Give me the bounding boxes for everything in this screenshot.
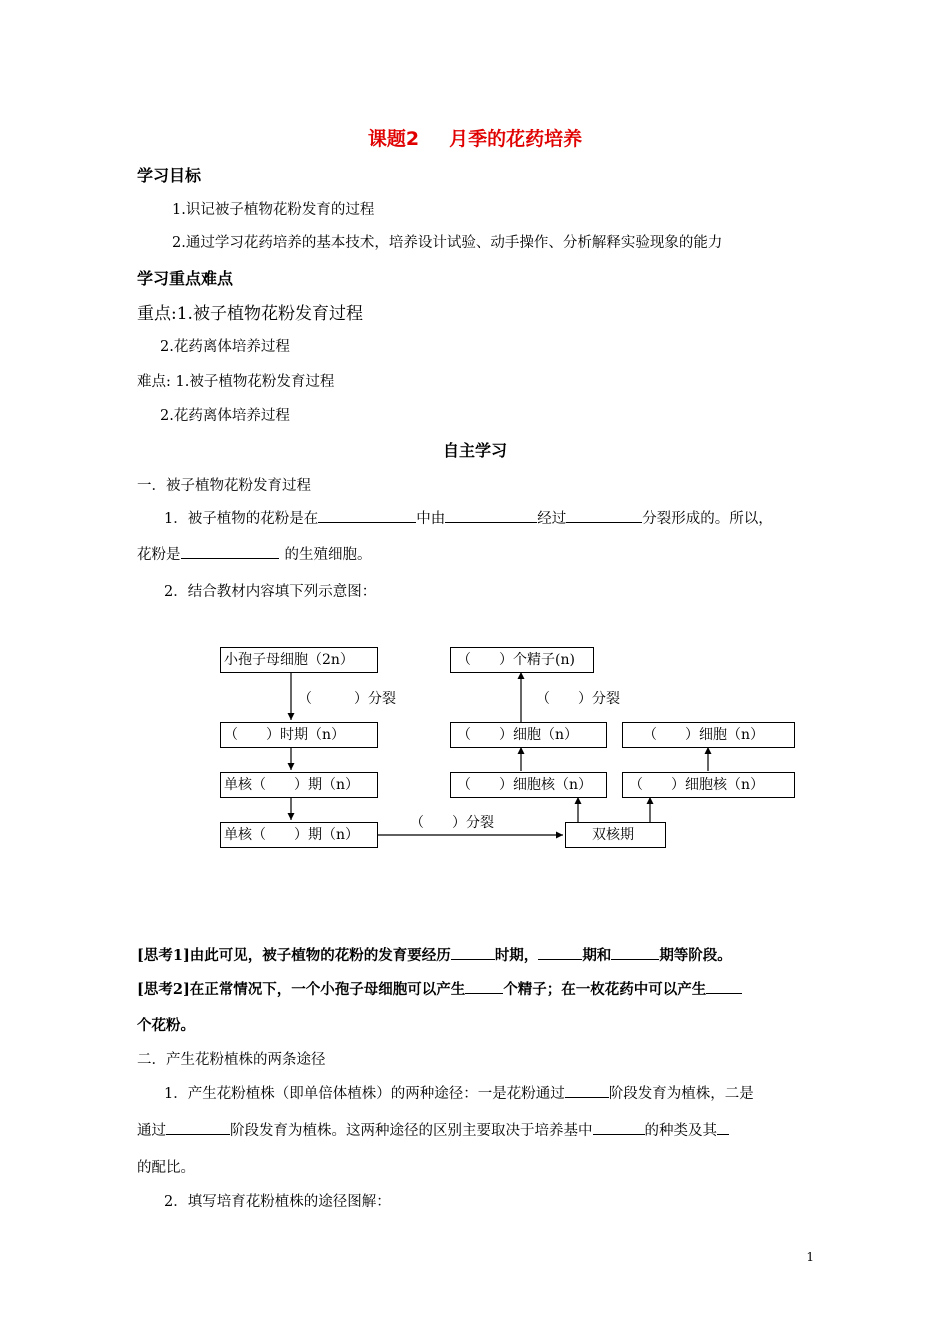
goals-heading: 学习目标 <box>137 166 202 185</box>
think-2-end: 个花粉。 <box>137 1017 195 1034</box>
box-microspore-mother-cell: 小孢子母细胞（2n） <box>220 647 378 673</box>
blank[interactable] <box>611 945 659 960</box>
q1-text-d: 分裂形成的。所以， <box>642 511 773 527</box>
selfstudy-heading: 自主学习 <box>442 441 507 460</box>
box-sperm: （ ）个精子(n) <box>450 647 594 673</box>
key-point-1: 重点:1.被子植物花粉发育过程 <box>137 304 363 324</box>
sec2-text-a: 1．产生花粉植株（即单倍体植株）的两种途径：一是花粉通过 <box>164 1086 565 1102</box>
box-binucleate-stage: 双核期 <box>565 822 666 848</box>
think-1 <box>137 944 732 965</box>
think1-text-a: [思考1]由此可见，被子植物的花粉的发育要经历 <box>137 947 451 964</box>
q1-text-f: 的生殖细胞。 <box>284 547 372 563</box>
blank[interactable] <box>706 979 742 994</box>
blank[interactable] <box>538 945 582 960</box>
blank[interactable] <box>593 1120 645 1135</box>
think2-text-a: [思考2]在正常情况下，一个小孢子母细胞可以产生 <box>137 981 466 998</box>
sec2-p1-line-1 <box>164 1082 754 1103</box>
sec2-p2: 2．填写培育花粉植株的途径图解： <box>164 1194 391 1210</box>
q1-text-b: 中由 <box>416 511 446 527</box>
blank[interactable] <box>451 945 495 960</box>
sec2-p1-line-3: 的配比。 <box>137 1160 195 1176</box>
box-tetrad-stage: （ ）时期（n） <box>220 722 378 748</box>
label-division-1: （ ）分裂 <box>298 691 396 707</box>
sec2-p1-line-2 <box>137 1119 729 1140</box>
box-vegetative-nucleus: （ ）细胞核（n） <box>622 772 795 798</box>
think1-text-b: 时期， <box>494 947 539 964</box>
blank[interactable] <box>717 1120 729 1135</box>
think-2 <box>137 978 742 999</box>
q1-text-e: 花粉是 <box>137 547 181 563</box>
box-uninucleate-stage-1: 单核（ ）期（n） <box>220 772 378 798</box>
sec2-text-e: 的种类及其 <box>644 1123 717 1139</box>
section-1-heading: 一．被子植物花粉发育过程 <box>137 478 311 494</box>
think1-text-c: 期和 <box>582 947 612 964</box>
box-generative-nucleus: （ ）细胞核（n） <box>450 772 607 798</box>
label-division-3: （ ）分裂 <box>410 815 494 831</box>
think1-text-d: 期等阶段。 <box>659 947 732 964</box>
q1-text-a: 1．被子植物的花粉是在 <box>164 511 319 527</box>
difficulty-2: 2.花药离体培养过程 <box>160 408 290 424</box>
sec2-text-d: 阶段发育为植株。这两种途径的区别主要取决于培养基中 <box>230 1123 593 1139</box>
q1-text-c: 经过 <box>537 511 567 527</box>
sec2-text-c: 通过 <box>137 1123 166 1139</box>
page-number: 1 <box>806 1250 814 1264</box>
think2-text-b: 个精子；在一枚花药中可以产生 <box>503 981 707 998</box>
sec2-text-b: 阶段发育为植株，二是 <box>608 1086 754 1102</box>
box-vegetative-cell: （ ）细胞（n） <box>622 722 795 748</box>
difficulty-1: 难点: 1.被子植物花粉发育过程 <box>137 374 335 390</box>
goal-item-1: 1.识记被子植物花粉发育的过程 <box>172 202 375 218</box>
goal-item-2: 2.通过学习花药培养的基本技术，培养设计试验、动手操作、分析解释实验现象的能力 <box>172 235 723 251</box>
box-generative-cell: （ ）细胞（n） <box>450 722 607 748</box>
blank[interactable] <box>166 1120 230 1135</box>
title-prefix: 课题2 <box>367 128 420 150</box>
blank[interactable] <box>565 1083 609 1098</box>
blank[interactable] <box>465 979 503 994</box>
question-2: 2．结合教材内容填下列示意图： <box>164 584 377 600</box>
label-division-2: （ ）分裂 <box>536 691 620 707</box>
section-2-heading: 二．产生花粉植株的两条途径 <box>137 1052 326 1068</box>
box-uninucleate-stage-2: 单核（ ）期（n） <box>220 822 378 848</box>
keypoints-heading: 学习重点难点 <box>137 269 234 288</box>
title-main: 月季的花药培养 <box>449 128 583 150</box>
key-point-2: 2.花药离体培养过程 <box>160 339 290 355</box>
